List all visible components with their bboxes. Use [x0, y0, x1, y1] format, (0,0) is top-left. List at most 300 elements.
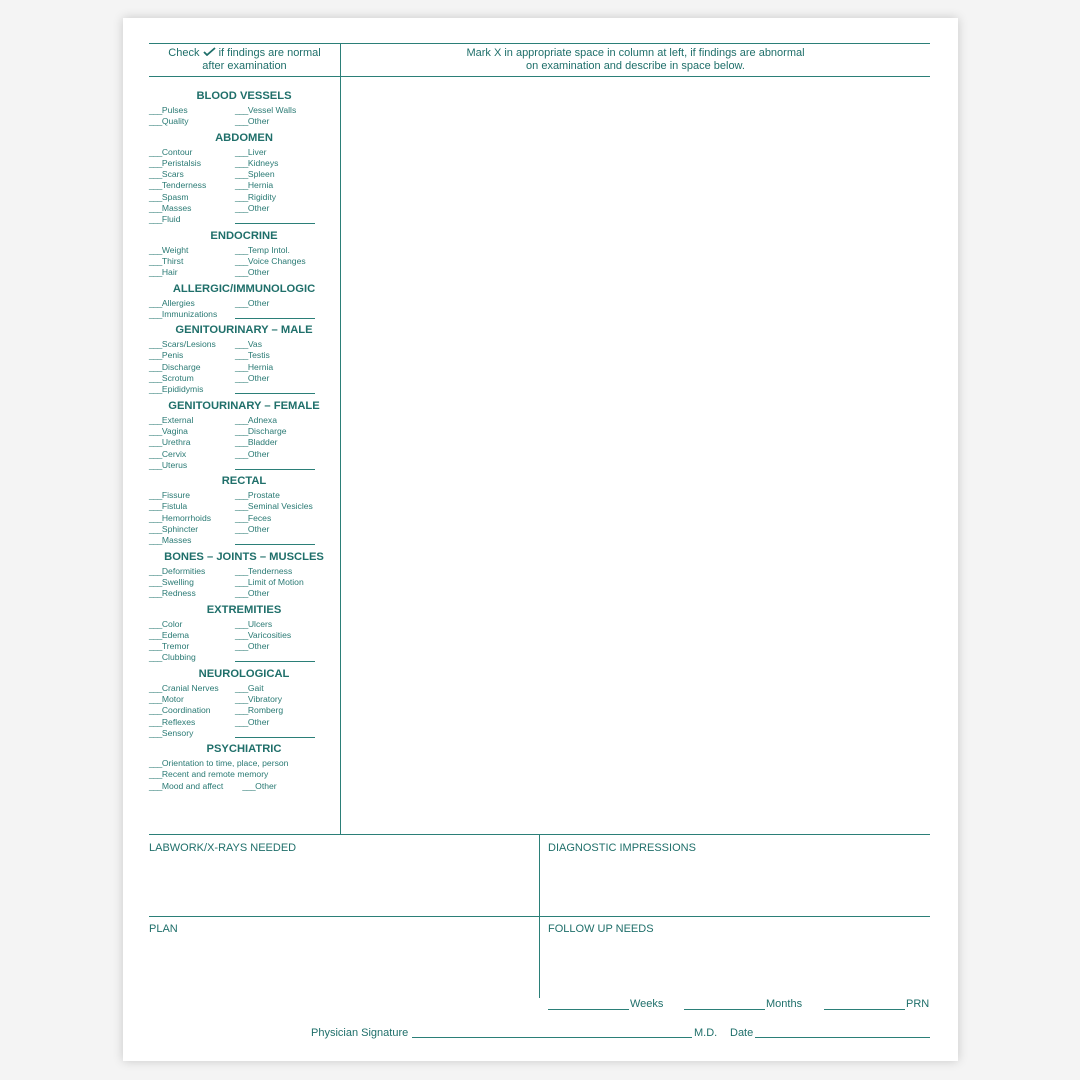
check-blank[interactable]: ___ [149, 565, 162, 576]
check-blank[interactable]: ___ [235, 339, 248, 350]
checklist-label: Reflexes [161, 716, 196, 727]
months-label: Months [766, 998, 803, 1010]
checklist-label: External [161, 414, 194, 425]
checklist-item[interactable] [235, 203, 339, 214]
check-blank[interactable]: ___ [149, 524, 162, 535]
check-blank[interactable]: ___ [149, 180, 162, 191]
checklist-label: Hernia [247, 180, 274, 191]
check-blank[interactable]: ___ [235, 180, 248, 191]
checklist-item[interactable] [235, 449, 339, 460]
checklist-item[interactable] [235, 298, 339, 309]
prn-label: PRN [906, 998, 930, 1010]
checklist-item[interactable] [149, 717, 235, 728]
section-title: ABDOMEN [215, 131, 273, 144]
section-psychiatric [149, 742, 339, 792]
check-blank[interactable]: ___ [149, 727, 162, 738]
checklist-item[interactable] [149, 694, 235, 705]
check-blank[interactable]: ___ [235, 105, 248, 115]
check-blank[interactable]: ___ [235, 191, 248, 202]
checklist-label: Feces [247, 512, 272, 523]
checklist-label: Urethra [161, 437, 191, 448]
checklist-label: Hair [161, 267, 178, 278]
checklist-label: Weight [161, 244, 189, 255]
checklist-item[interactable] [149, 630, 235, 641]
other-write-in-line[interactable] [235, 535, 315, 545]
check-blank[interactable]: ___ [149, 255, 162, 266]
check-blank[interactable]: ___ [149, 267, 162, 278]
checklist-label: Scars [161, 169, 184, 180]
check-blank[interactable]: ___ [242, 780, 256, 791]
checklist-label: Other [247, 267, 270, 278]
checklist-grid [149, 245, 339, 279]
other-write-in-line[interactable] [235, 652, 315, 662]
checklist-label: Orientation to time, place, person [161, 758, 289, 769]
check-blank[interactable]: ___ [149, 339, 162, 350]
checklist-item[interactable] [149, 524, 235, 535]
checklist-label: Limit of Motion [247, 576, 304, 587]
checklist-item[interactable] [149, 437, 235, 448]
checklist-item[interactable] [235, 180, 339, 191]
check-blank[interactable]: ___ [149, 588, 162, 599]
other-write-in-line[interactable] [235, 728, 315, 738]
checklist-label: Temp Intol. [247, 244, 290, 255]
checklist-item[interactable] [235, 524, 339, 535]
section-title: RECTAL [221, 475, 267, 488]
check-blank[interactable]: ___ [235, 244, 248, 255]
checklist-label: Clubbing [161, 652, 196, 663]
checklist-grid [149, 683, 339, 739]
checklist-label: Epididymis [161, 384, 204, 395]
checklist-label: Voice Changes [247, 255, 306, 266]
section-genitourinary-female [149, 399, 339, 471]
check-blank[interactable]: ___ [149, 641, 162, 652]
checklist-label: Recent and remote memory [161, 769, 269, 780]
check-blank[interactable]: ___ [149, 157, 162, 168]
checklist-grid [149, 339, 339, 395]
psychiatric-list [149, 758, 339, 792]
check-blank[interactable]: ___ [235, 629, 248, 640]
checklist-item[interactable] [149, 105, 235, 116]
checklist-grid [149, 147, 339, 226]
checklist-item[interactable] [149, 490, 235, 501]
checklist-grid [149, 619, 339, 664]
section-genitourinary-male [149, 323, 339, 395]
follow-up-label: FOLLOW UP NEEDS [548, 923, 654, 935]
checklist-label: Vagina [161, 425, 188, 436]
section-bones-joints-muscles [149, 550, 339, 600]
checklist-item[interactable] [235, 694, 339, 705]
section-endocrine [149, 229, 339, 279]
other-write-in-line[interactable] [235, 460, 315, 470]
checklist-item[interactable] [235, 373, 339, 384]
checklist-item[interactable] [235, 683, 339, 694]
check-blank[interactable]: ___ [149, 414, 162, 425]
checklist-item[interactable] [235, 437, 339, 448]
section-title: BONES – JOINTS – MUSCLES [164, 550, 324, 563]
checklist-label: Peristalsis [161, 157, 202, 168]
check-blank[interactable]: ___ [149, 629, 162, 640]
check-blank[interactable]: ___ [235, 682, 248, 693]
check-blank[interactable]: ___ [235, 255, 248, 266]
checklist-label: Other [247, 448, 270, 459]
check-blank[interactable]: ___ [149, 297, 162, 308]
checklist-grid [149, 298, 339, 321]
other-write-in-line[interactable] [235, 384, 315, 394]
check-blank[interactable]: ___ [149, 535, 162, 546]
section-title: NEUROLOGICAL [198, 667, 290, 680]
check-blank[interactable]: ___ [149, 203, 162, 214]
checklist-item[interactable] [149, 267, 235, 278]
check-blank[interactable]: ___ [149, 459, 162, 470]
header-abnormal-line1: Mark X in appropriate space in column at left, if findings are abnormal [466, 47, 805, 59]
checklist-label: Deformities [161, 565, 206, 576]
checklist-item[interactable] [149, 501, 235, 512]
check-blank[interactable]: ___ [149, 512, 162, 523]
check-blank[interactable]: ___ [235, 524, 248, 535]
check-blank[interactable]: ___ [235, 490, 248, 501]
bottom-column-divider [539, 834, 540, 998]
check-blank[interactable]: ___ [235, 361, 248, 372]
check-blank[interactable]: ___ [149, 716, 162, 727]
checklist-label: Fissure [161, 490, 191, 501]
checklist-label: Fistula [161, 501, 188, 512]
checklist-label: Masses [161, 203, 192, 214]
checklist-item[interactable] [235, 717, 339, 728]
checklist-item[interactable] [149, 641, 235, 652]
checklist-label: Other [247, 524, 270, 535]
checklist-item[interactable] [149, 769, 339, 780]
check-blank[interactable]: ___ [149, 244, 162, 255]
section-neurological [149, 667, 339, 739]
checklist-item[interactable] [149, 180, 235, 191]
checklist-item[interactable] [235, 705, 339, 716]
checklist-label: Tremor [161, 641, 190, 652]
header-check-text: Check [168, 47, 200, 59]
check-blank[interactable]: ___ [149, 448, 162, 459]
checklist-item[interactable] [149, 683, 235, 694]
checklist-item[interactable] [235, 339, 339, 350]
checklist-label: Sensory [161, 727, 194, 738]
check-blank[interactable]: ___ [235, 157, 248, 168]
checklist-label: Fluid [161, 214, 181, 225]
checklist-item[interactable] [235, 415, 339, 426]
header-abnormal-line2: on examination and describe in space below. [526, 60, 745, 72]
section-title: ALLERGIC/IMMUNOLOGIC [172, 282, 316, 295]
checklist-label: Pulses [161, 105, 188, 115]
checklist-label: Sphincter [161, 524, 199, 535]
check-blank[interactable]: ___ [235, 414, 248, 425]
section-title: EXTREMITIES [206, 603, 282, 616]
checklist-label: Contour [161, 146, 193, 157]
section-blood-vessels [149, 89, 339, 128]
check-blank[interactable]: ___ [235, 373, 248, 384]
checklist-item[interactable] [149, 588, 235, 599]
check-blank[interactable]: ___ [149, 490, 162, 501]
check-blank[interactable]: ___ [149, 652, 162, 663]
checklist-item[interactable] [235, 147, 339, 158]
checklist-item[interactable] [235, 630, 339, 641]
check-blank[interactable]: ___ [235, 576, 248, 587]
checklist-label: Spasm [161, 191, 189, 202]
section-title: GENITOURINARY – FEMALE [168, 399, 320, 412]
header-top-rule [149, 43, 930, 44]
physician-signature-blank[interactable] [412, 1037, 692, 1038]
checklist-grid [149, 415, 339, 471]
check-blank[interactable]: ___ [149, 384, 162, 395]
checklist-label: Spleen [247, 169, 275, 180]
check-blank[interactable]: ___ [149, 191, 162, 202]
date-blank[interactable] [755, 1037, 930, 1038]
check-blank[interactable]: ___ [149, 682, 162, 693]
checklist-label: Kidneys [247, 157, 279, 168]
check-blank[interactable]: ___ [235, 203, 248, 214]
checklist-label: Other [247, 116, 270, 127]
check-blank[interactable]: ___ [149, 758, 162, 769]
check-blank[interactable]: ___ [235, 169, 248, 180]
physician-signature-label: Physician Signature [311, 1027, 409, 1039]
check-blank[interactable]: ___ [235, 448, 248, 459]
checklist-item[interactable] [149, 339, 235, 350]
date-label: Date [730, 1027, 754, 1039]
checklist-label: Immunizations [161, 308, 218, 319]
check-blank[interactable]: ___ [235, 618, 248, 629]
checklist-grid [149, 490, 339, 546]
check-blank[interactable]: ___ [149, 350, 162, 361]
check-blank[interactable]: ___ [235, 350, 248, 361]
check-blank[interactable]: ___ [149, 501, 162, 512]
checklist-item[interactable] [235, 169, 339, 180]
checklist-label: Swelling [161, 576, 194, 587]
checklist-label: Edema [161, 629, 190, 640]
prn-blank[interactable] [824, 1009, 905, 1010]
checklist-grid [149, 566, 339, 600]
checklist-item[interactable] [149, 449, 235, 460]
checklist-label: Allergies [161, 297, 195, 308]
check-blank[interactable]: ___ [149, 373, 162, 384]
checklist-label: Cervix [161, 448, 187, 459]
checklist-item[interactable] [149, 384, 235, 395]
months-blank[interactable] [684, 1009, 765, 1010]
checklist-item[interactable] [149, 245, 235, 256]
section-title: BLOOD VESSELS [196, 90, 292, 102]
checklist-item[interactable] [149, 309, 235, 320]
diagnostic-label: DIAGNOSTIC IMPRESSIONS [548, 842, 696, 854]
other-write-in-line[interactable] [235, 309, 315, 319]
checklist-label: Discharge [247, 425, 287, 436]
other-write-in-line[interactable] [235, 214, 315, 224]
checklist-label: Vessel Walls [247, 105, 297, 115]
checklist-item[interactable] [149, 460, 235, 471]
checklist-label: Vas [247, 339, 263, 350]
check-blank[interactable]: ___ [235, 641, 248, 652]
checklist-item[interactable] [235, 192, 339, 203]
checklist-item[interactable] [149, 350, 235, 361]
check-blank[interactable]: ___ [149, 437, 162, 448]
check-blank[interactable]: ___ [149, 308, 162, 319]
checklist-item[interactable] [149, 577, 235, 588]
checklist-label: Thirst [161, 255, 184, 266]
checklist-label: Scars/Lesions [161, 339, 216, 350]
header-instructions-abnormal [341, 47, 930, 73]
checklist-item[interactable] [149, 192, 235, 203]
checklist-item[interactable] [149, 728, 235, 739]
section-title: ENDOCRINE [210, 229, 278, 242]
header-instructions-normal [149, 47, 340, 73]
checklist-item[interactable] [235, 158, 339, 169]
check-blank[interactable]: ___ [235, 565, 248, 576]
checklist-label: Uterus [161, 459, 188, 470]
checklist-label: Masses [161, 535, 192, 546]
checklist-item[interactable] [149, 781, 339, 792]
check-blank[interactable]: ___ [149, 425, 162, 436]
checklist-label: Seminal Vesicles [247, 501, 313, 512]
checklist-label: Hemorrhoids [161, 512, 212, 523]
section-title: GENITOURINARY – MALE [175, 324, 313, 337]
checklist-item[interactable] [235, 513, 339, 524]
checklist-item[interactable] [235, 362, 339, 373]
check-blank[interactable]: ___ [149, 705, 162, 716]
checklist-label: Other [247, 716, 270, 727]
checklist-label: Quality [161, 116, 189, 127]
checklist-label: Other [247, 641, 270, 652]
section-title: PSYCHIATRIC [206, 743, 282, 756]
plan-label: PLAN [149, 923, 178, 935]
checklist-item[interactable] [149, 705, 235, 716]
checklist-label: Tenderness [161, 180, 207, 191]
checklist-label: Other [247, 203, 270, 214]
section-extremities [149, 603, 339, 664]
checklist-label: Hernia [247, 361, 274, 372]
check-blank[interactable]: ___ [149, 214, 162, 225]
checklist-label: Coordination [161, 705, 211, 716]
checklist-item[interactable] [149, 147, 235, 158]
section-allergic-immunologic [149, 282, 339, 321]
checklist-item[interactable] [149, 158, 235, 169]
checklist-label: Bladder [247, 437, 278, 448]
check-blank[interactable]: ___ [149, 361, 162, 372]
checklist-label: Other [247, 373, 270, 384]
checklist-item[interactable] [235, 619, 339, 630]
checklist-item[interactable] [149, 619, 235, 630]
checklist-item[interactable] [149, 362, 235, 373]
checklist-item[interactable] [149, 415, 235, 426]
checklist-item[interactable] [235, 267, 339, 278]
section-rectal [149, 474, 339, 546]
checklist-label: Cranial Nerves [161, 682, 219, 693]
checklist-grid [149, 105, 339, 128]
check-blank[interactable]: ___ [149, 105, 162, 115]
check-blank[interactable]: ___ [235, 716, 248, 727]
checklist-label: Motor [161, 693, 184, 704]
check-blank[interactable]: ___ [235, 705, 248, 716]
check-blank[interactable]: ___ [235, 693, 248, 704]
checklist-item[interactable] [235, 245, 339, 256]
header-after-exam-text: after examination [202, 60, 287, 72]
check-blank[interactable]: ___ [149, 769, 162, 780]
checklist-label: Mood and affect [161, 780, 224, 791]
checklist-item[interactable] [149, 758, 339, 769]
checklist-item[interactable] [149, 203, 235, 214]
checklist-item[interactable] [235, 641, 339, 652]
checklist-item[interactable] [149, 652, 235, 663]
checklist-label: Varicosities [247, 629, 292, 640]
labwork-label: LABWORK/X-RAYS NEEDED [149, 842, 297, 854]
checklist-label: Testis [247, 350, 270, 361]
check-blank[interactable]: ___ [235, 267, 248, 278]
check-blank[interactable]: ___ [235, 512, 248, 523]
checklist-item[interactable] [235, 566, 339, 577]
check-blank[interactable]: ___ [149, 576, 162, 587]
checklist-item[interactable] [235, 426, 339, 437]
checklist-label: Tenderness [247, 565, 293, 576]
checklist-item[interactable] [149, 256, 235, 267]
checklist-item[interactable] [235, 501, 339, 512]
check-blank[interactable]: ___ [149, 146, 162, 157]
checklist-item[interactable] [149, 566, 235, 577]
check-blank[interactable]: ___ [235, 501, 248, 512]
checklist-item[interactable] [235, 256, 339, 267]
check-blank[interactable]: ___ [235, 425, 248, 436]
check-blank[interactable]: ___ [149, 169, 162, 180]
check-blank[interactable]: ___ [235, 297, 248, 308]
checklist-label: Ulcers [247, 618, 273, 629]
weeks-blank[interactable] [548, 1009, 629, 1010]
checklist-item[interactable] [235, 577, 339, 588]
check-blank[interactable]: ___ [235, 116, 248, 127]
check-blank[interactable]: ___ [149, 618, 162, 629]
checklist-item[interactable] [149, 298, 235, 309]
md-label: M.D. [694, 1027, 718, 1039]
checklist-label: Penis [161, 350, 184, 361]
checklist-item[interactable] [235, 490, 339, 501]
checklist-label: Adnexa [247, 414, 277, 425]
checklist-item[interactable] [235, 105, 339, 116]
exam-checklist [149, 89, 339, 792]
header-normal-text: if findings are normal [218, 47, 321, 59]
checklist-label: Liver [247, 146, 267, 157]
check-blank[interactable]: ___ [235, 588, 248, 599]
header-bottom-rule [149, 76, 930, 77]
checklist-item[interactable] [149, 513, 235, 524]
check-blank[interactable]: ___ [149, 693, 162, 704]
check-blank[interactable]: ___ [149, 780, 162, 791]
checklist-item[interactable] [149, 214, 235, 225]
checklist-item[interactable] [235, 350, 339, 361]
checklist-label: Rigidity [247, 191, 277, 202]
checklist-label: Other [255, 780, 277, 791]
checkmark-icon [203, 47, 216, 56]
checklist-item[interactable] [235, 116, 339, 127]
check-blank[interactable]: ___ [149, 116, 162, 127]
check-blank[interactable]: ___ [235, 437, 248, 448]
checklist-label: Vibratory [247, 693, 283, 704]
section-abdomen [149, 131, 339, 226]
checklist-item[interactable] [149, 116, 235, 127]
checklist-label: Romberg [247, 705, 284, 716]
checklist-label: Redness [161, 588, 196, 599]
checklist-item[interactable] [235, 588, 339, 599]
checklist-label: Other [247, 588, 270, 599]
checklist-item[interactable] [149, 169, 235, 180]
checklist-label: Color [161, 618, 183, 629]
checklist-label: Prostate [247, 490, 280, 501]
checklist-item[interactable] [149, 535, 235, 546]
checklist-label: Gait [247, 682, 264, 693]
check-blank[interactable]: ___ [235, 146, 248, 157]
checklist-label: Scrotum [161, 373, 194, 384]
checklist-item[interactable] [149, 373, 235, 384]
checklist-item[interactable] [149, 426, 235, 437]
